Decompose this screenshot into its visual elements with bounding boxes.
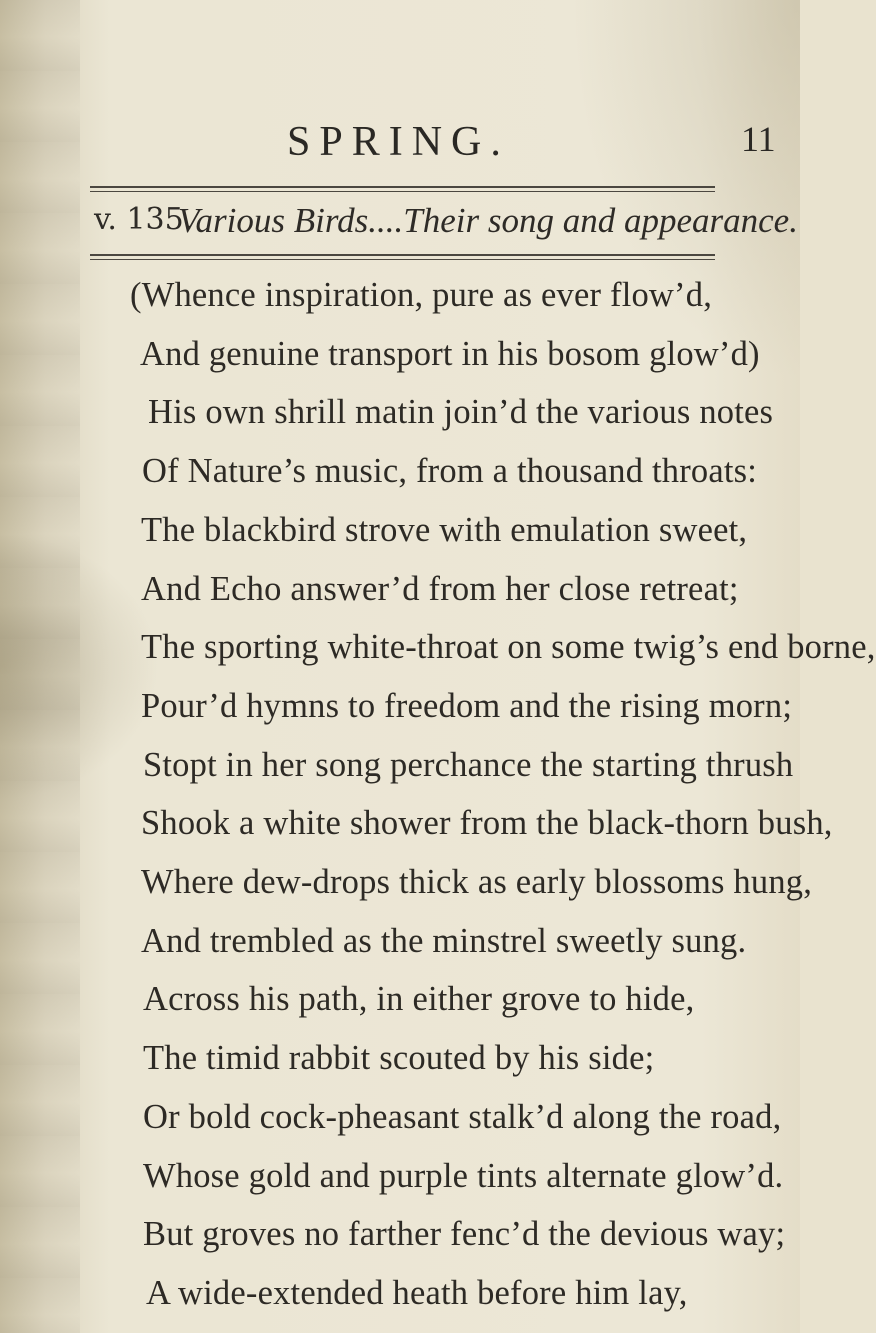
page-number: 11 — [741, 119, 776, 159]
poem-line: Or bold cock-pheasant stalk’d along the road, — [143, 1097, 782, 1136]
running-head: SPRING. — [287, 119, 510, 165]
header-rule-bottom-thin — [90, 259, 715, 260]
poem-line: (Whence inspiration, pure as ever flow’d, — [130, 276, 713, 314]
poem-line: And genuine transport in his bosom glow’d) — [140, 334, 760, 373]
poem-line: The sporting white-throat on some twig’s end borne, — [141, 628, 876, 667]
poem-line: His own shrill matin join’d the various notes — [148, 393, 774, 432]
poem-line: Whose gold and purple tints alternate glow’d. — [143, 1156, 784, 1195]
poem-line: Where dew-drops thick as early blossoms hung, — [141, 863, 813, 902]
header-rule-top-thin — [90, 191, 715, 192]
poem-line: Pour’d hymns to freedom and the rising morn; — [141, 686, 793, 725]
poem-line: But groves no farther fenc’d the devious way; — [143, 1215, 786, 1254]
poem-line: Across his path, in either grove to hide, — [143, 980, 695, 1019]
poem-line: Of Nature’s music, from a thousand throats: — [142, 452, 758, 491]
poem-line: A wide-extended heath before him lay, — [146, 1274, 688, 1312]
header-rule-top — [90, 186, 715, 188]
poem-line: Stopt in her song perchance the starting thrush — [143, 745, 794, 784]
poem-line: And Echo answer’d from her close retreat; — [141, 569, 739, 608]
poem-line: The blackbird strove with emulation sweet, — [141, 510, 748, 549]
poem-line: And trembled as the minstrel sweetly sung. — [141, 921, 747, 960]
section-heading: Various Birds....Their song and appearance. — [178, 201, 798, 240]
header-rule-bottom — [90, 254, 715, 256]
verse-reference: v. 135. — [94, 202, 194, 237]
poem-line: Shook a white shower from the black-thorn bush, — [141, 804, 833, 843]
page-edge-stain — [0, 0, 80, 1333]
poem-line: The timid rabbit scouted by his side; — [143, 1039, 655, 1078]
